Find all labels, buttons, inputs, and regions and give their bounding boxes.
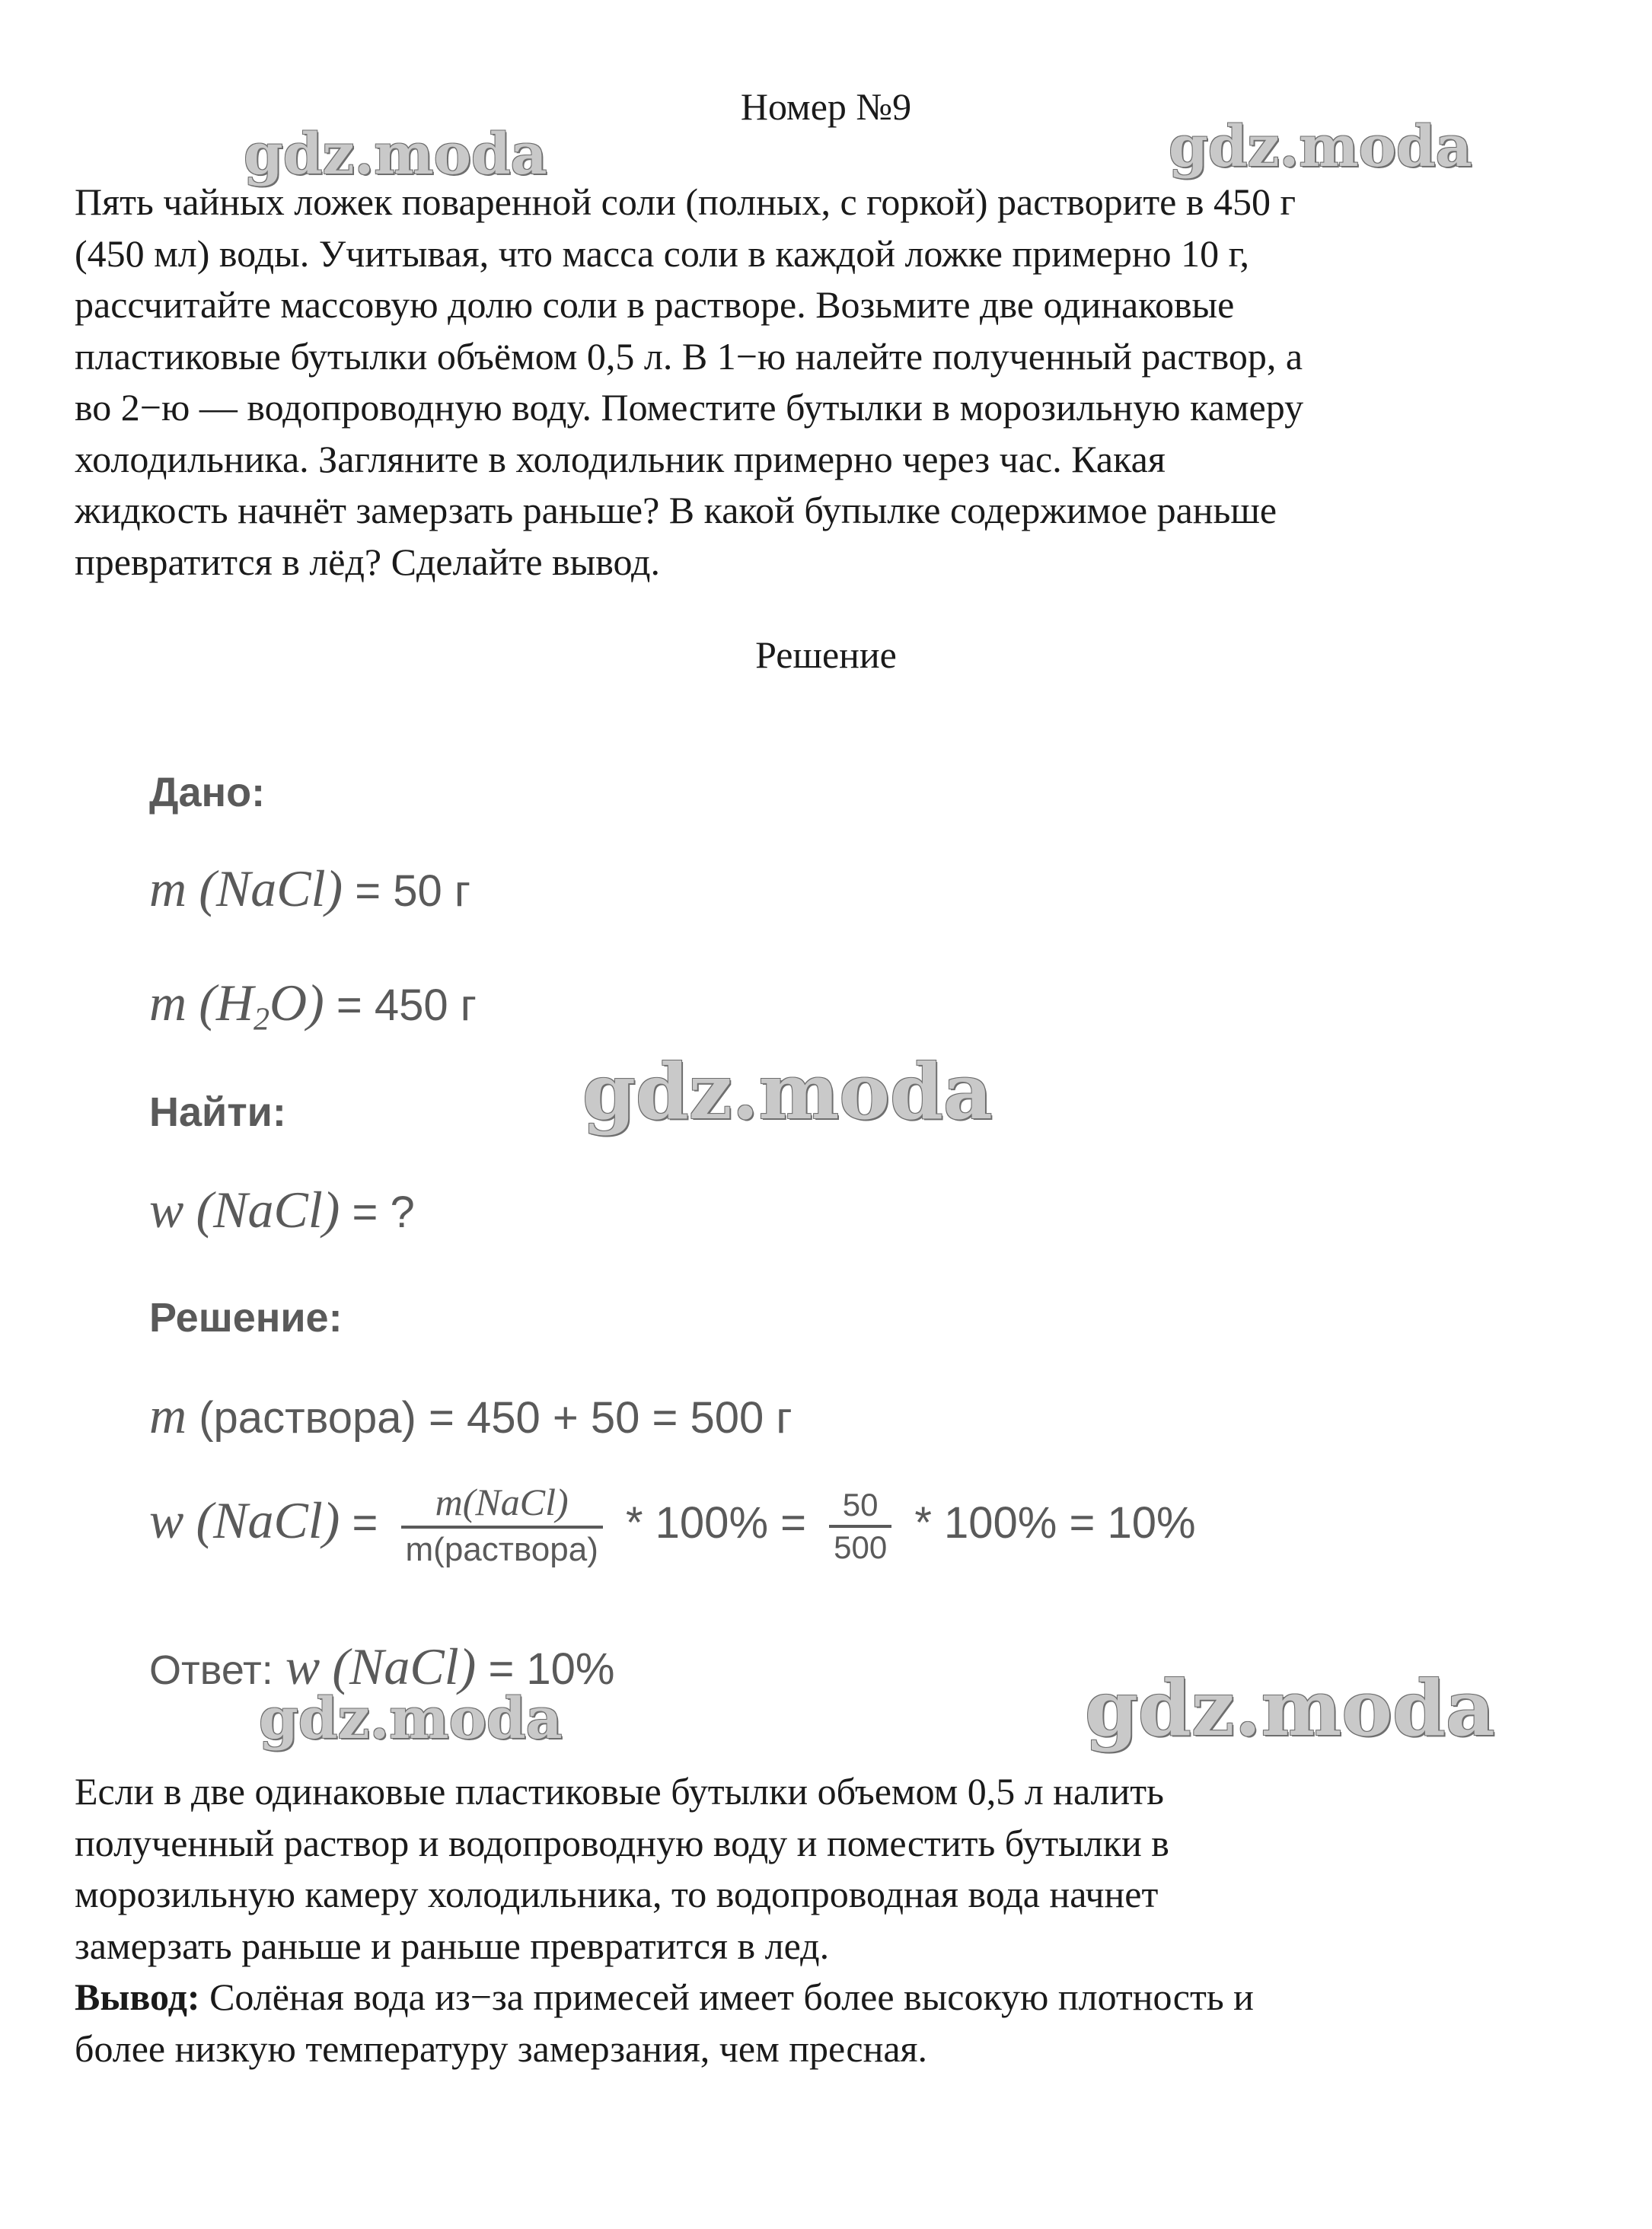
problem-line: пластиковые бутылки объёмом 0,5 л. В 1−ю налейте полученный раствор, а xyxy=(75,334,1303,378)
problem-line: рассчитайте массовую долю соли в растворе. Возьмите две одинаковые xyxy=(75,283,1235,326)
find-label: Найти: xyxy=(149,1089,286,1135)
problem-line: Пять чайных ложек поваренной соли (полных, с горкой) растворите в 450 г xyxy=(75,180,1296,223)
watermark-text: gdz.moda xyxy=(259,1686,563,1752)
solution-label: Решение: xyxy=(149,1295,343,1341)
fraction-values: $\frac{50}{500}$ xyxy=(829,1485,891,1567)
solution-heading: Решение xyxy=(755,633,897,676)
solution-formula: w (NaCl) = $\frac{\text{m(NaCl)}}{\text{m(раствора)}}$ * 100% = $\frac{50}{500}$ * 100% = 10% xyxy=(149,1481,1196,1571)
conclusion-line: более низкую температуру замерзания, чем пресная. xyxy=(75,2027,928,2070)
problem-text xyxy=(75,177,1590,588)
explanation-line: полученный раствор и водопроводную воду и поместить бутылки в xyxy=(75,1821,1169,1864)
conclusion-line: Вывод: Солёная вода из−за примесей имеет более высокую плотность и xyxy=(75,1975,1254,2018)
page-title: Номер №9 xyxy=(740,85,912,128)
final-answer: Ответ: w (NaCl) = 10% xyxy=(149,1637,615,1695)
solution-mass: m (раствора) = 450 + 50 = 500 г xyxy=(149,1386,793,1444)
watermark-text: gdz.moda xyxy=(244,122,547,187)
explanation-line: морозильную камеру холодильника, то водопроводная вода начнет xyxy=(75,1873,1159,1915)
find-w-nacl: w (NaCl) = ? xyxy=(149,1181,415,1239)
watermark-text: gdz.moda xyxy=(1085,1663,1495,1753)
watermark-text: gdz.moda xyxy=(1169,114,1472,180)
conclusion-label: Вывод: xyxy=(75,1975,200,2018)
given-label: Дано: xyxy=(149,770,266,815)
problem-line: превратится в лёд? Сделайте вывод. xyxy=(75,540,660,583)
problem-line: холодильника. Загляните в холодильник примерно через час. Какая xyxy=(75,437,1166,480)
explanation-line: Если в две одинаковые пластиковые бутылки объемом 0,5 л налить xyxy=(75,1770,1164,1813)
explanation-text xyxy=(75,1766,1590,2074)
problem-line: жидкость начнёт замерзать раньше? В какой бупылке содержимое раньше xyxy=(75,489,1277,531)
problem-line: во 2−ю — водопроводную воду. Поместите бутылки в морозильную камеру xyxy=(75,386,1304,429)
explanation-line: замерзать раньше и раньше превратится в лед. xyxy=(75,1924,830,1967)
given-mass-nacl: m (NaCl) = 50 г xyxy=(149,859,471,917)
problem-line: (450 мл) воды. Учитывая, что масса соли в каждой ложке примерно 10 г, xyxy=(75,231,1249,275)
watermark-text: gdz.moda xyxy=(582,1047,993,1137)
fraction-mass-ratio: $\frac{\text{m(NaCl)}}{\text{m(раствора)}}$ xyxy=(401,1481,603,1571)
given-mass-water: m $(H_2O) = 450$ г xyxy=(149,974,477,1038)
